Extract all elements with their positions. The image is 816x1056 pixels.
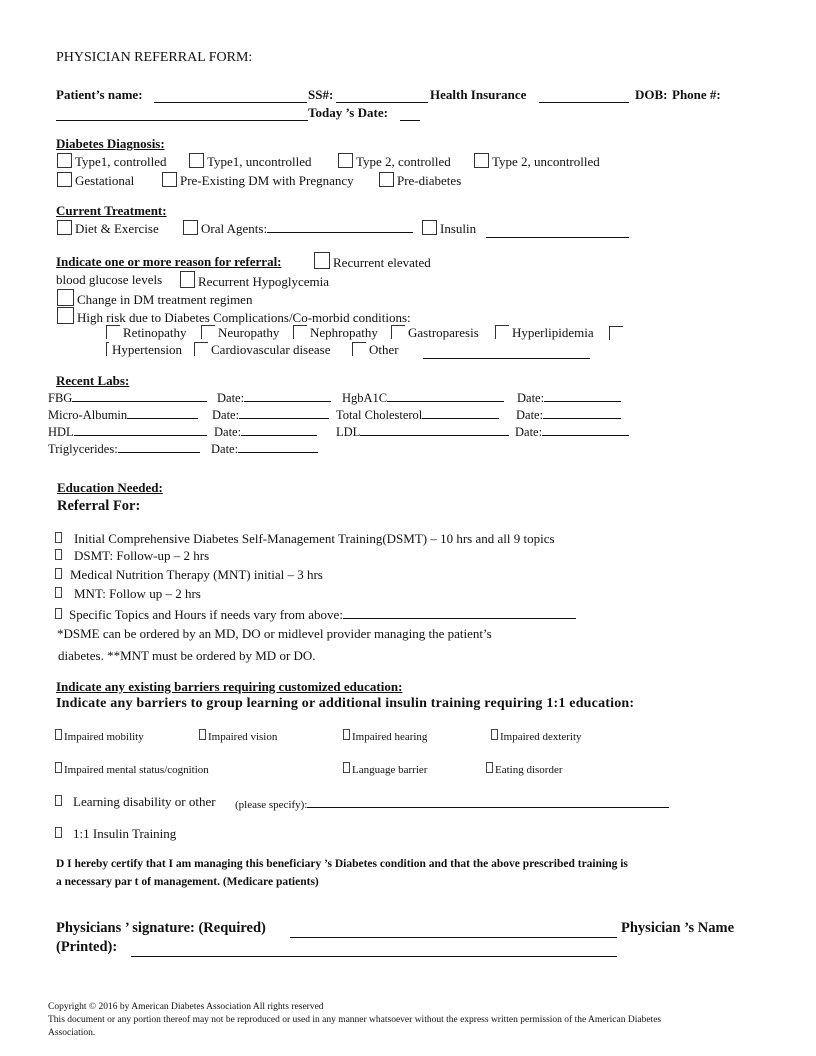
referral-for-heading: Referral For: — [57, 498, 141, 514]
lab-hba1c-date: Date: — [517, 390, 621, 406]
certify-line2: a necessary par t of management. (Medicare patients) — [56, 876, 319, 888]
checkbox-icon[interactable] — [55, 549, 62, 560]
specific-topics-field[interactable] — [343, 607, 576, 619]
checkbox-icon[interactable] — [189, 153, 204, 168]
edu-item-mnt-followup[interactable]: MNT: Follow up – 2 hrs — [55, 586, 201, 602]
checkbox-icon[interactable] — [314, 252, 330, 269]
diagnosis-heading: Diabetes Diagnosis: — [56, 136, 165, 151]
edu-item-dsmt-followup[interactable]: DSMT: Follow-up – 2 hrs — [55, 548, 209, 564]
checkbox-icon[interactable] — [495, 325, 509, 339]
barrier-language[interactable]: Language barrier — [343, 762, 427, 776]
checkbox-icon[interactable] — [180, 271, 195, 288]
checkbox-icon[interactable] — [57, 220, 72, 235]
reason-change-regimen[interactable]: Change in DM treatment regimen — [57, 289, 252, 308]
cond-nephropathy[interactable]: Nephropathy — [293, 325, 378, 341]
lab-hba1c-date-field[interactable] — [544, 390, 621, 402]
lab-trig-date-field[interactable] — [238, 441, 318, 453]
checkbox-icon[interactable] — [57, 307, 74, 324]
barriers-subheading: Indicate any barriers to group learning or additional insulin training requiring 1:1 education: — [56, 696, 635, 711]
checkbox-icon[interactable] — [55, 608, 62, 619]
edu-item-specific-topics[interactable]: Specific Topics and Hours if needs vary from above: — [55, 607, 576, 623]
printed-label: (Printed): — [56, 939, 118, 955]
footer-notice2: Association. — [48, 1028, 96, 1038]
lab-ldl-field[interactable] — [360, 424, 509, 436]
lab-trig: Triglycerides: — [48, 441, 200, 457]
ss-label: SS#: — [308, 87, 334, 102]
diag-type2-uncontrolled[interactable]: Type 2, uncontrolled — [474, 153, 600, 170]
checkbox-icon[interactable] — [609, 326, 623, 340]
oral-agents-field[interactable] — [267, 221, 413, 233]
todays-date-label: Today ’s Date: — [308, 105, 388, 120]
patient-name-line2[interactable] — [56, 108, 308, 126]
checkbox-icon[interactable] — [474, 153, 489, 168]
form-title: PHYSICIAN REFERRAL FORM: — [56, 50, 253, 65]
lab-ldl: LDL — [336, 424, 509, 440]
dob-label: DOB: — [635, 87, 668, 102]
lab-hdl-field[interactable] — [74, 424, 207, 436]
lab-fbg-field[interactable] — [72, 390, 207, 402]
checkbox-icon[interactable] — [55, 587, 62, 598]
insurance-field[interactable] — [539, 90, 629, 108]
lab-micro-date-field[interactable] — [239, 407, 329, 419]
lab-hba1c: HgbA1C — [342, 390, 504, 406]
checkbox-icon[interactable] — [422, 220, 437, 235]
lab-micro-date: Date: — [212, 407, 329, 423]
footer-notice: This document or any portion thereof may not be reproduced or used in any manner whatsoever without the express written permission of the American Diabetes — [48, 1015, 662, 1025]
labs-heading: Recent Labs: — [56, 373, 130, 388]
checkbox-icon[interactable] — [55, 827, 62, 838]
checkbox-icon[interactable] — [57, 172, 72, 187]
cond-other[interactable]: Other — [352, 342, 399, 358]
treatment-insulin[interactable]: Insulin — [422, 220, 476, 237]
cond-other-field[interactable] — [423, 346, 590, 364]
printed-name-field[interactable] — [131, 944, 617, 962]
lab-hba1c-field[interactable] — [387, 390, 504, 402]
checkbox-icon[interactable] — [55, 729, 62, 740]
education-heading: Education Needed: — [57, 480, 163, 495]
lab-hdl-date-field[interactable] — [241, 424, 317, 436]
checkbox-icon[interactable] — [162, 172, 177, 187]
treatment-heading: Current Treatment: — [56, 203, 167, 218]
lab-ldl-date: Date: — [515, 424, 629, 440]
lab-hdl: HDL — [48, 424, 207, 440]
lab-total-chol-field[interactable] — [422, 407, 499, 419]
signature-label: Physicians ’ signature: (Required) — [56, 920, 266, 936]
checkbox-icon[interactable] — [55, 795, 62, 806]
checkbox-icon[interactable] — [201, 325, 215, 339]
footer-copyright: Copyright © 2016 by American Diabetes Association All rights reserved — [48, 1002, 324, 1012]
cond-retinopathy[interactable]: Retinopathy — [106, 325, 187, 341]
dsme-note-line2: diabetes. **MNT must be ordered by MD or DO. — [58, 648, 316, 663]
please-specify-label: (please specify): — [235, 796, 669, 811]
insulin-field[interactable] — [486, 225, 629, 243]
lab-hdl-date: Date: — [214, 424, 317, 440]
checkbox-icon[interactable] — [293, 325, 307, 339]
insurance-label: Health Insurance — [430, 87, 527, 102]
cond-extra-checkbox[interactable] — [609, 325, 626, 343]
diag-preexisting[interactable]: Pre-Existing DM with Pregnancy — [162, 172, 354, 189]
cond-hyperlipidemia[interactable]: Hyperlipidemia — [495, 325, 594, 341]
physician-name-label: Physician ’s Name — [621, 920, 735, 936]
checkbox-icon[interactable] — [199, 729, 206, 740]
diag-type2-controlled[interactable]: Type 2, controlled — [338, 153, 451, 170]
checkbox-icon[interactable] — [486, 762, 493, 773]
checkbox-icon[interactable] — [343, 729, 350, 740]
certify-line1: D I hereby certify that I am managing this beneficiary ’s Diabetes condition and that the above prescribed training is — [56, 858, 628, 870]
checkbox-icon[interactable] — [57, 153, 72, 168]
lab-fbg-date-field[interactable] — [244, 390, 331, 402]
cond-cardiovascular[interactable]: Cardiovascular disease — [194, 342, 330, 358]
please-specify-field[interactable] — [307, 796, 669, 808]
reasons-heading: Indicate one or more reason for referral: — [56, 254, 282, 269]
checkbox-icon[interactable] — [343, 762, 350, 773]
diag-gestational[interactable]: Gestational — [57, 172, 134, 189]
cond-neuropathy[interactable]: Neuropathy — [201, 325, 279, 341]
lab-ldl-date-field[interactable] — [542, 424, 629, 436]
checkbox-icon[interactable] — [338, 153, 353, 168]
lab-total-chol: Total Cholesterol — [336, 407, 499, 423]
barrier-eating-disorder[interactable]: Eating disorder — [486, 762, 563, 776]
lab-fbg-date: Date: — [217, 390, 331, 406]
patient-name-field[interactable] — [154, 90, 307, 108]
checkbox-icon[interactable] — [106, 325, 120, 339]
reason-high-risk[interactable]: High risk due to Diabetes Complications/Co-morbid conditions: — [57, 307, 411, 326]
phone-label: Phone #: — [672, 87, 721, 102]
checkbox-icon[interactable] — [183, 220, 198, 235]
barrier-insulin-training[interactable]: 1:1 Insulin Training — [55, 826, 176, 842]
lab-micro: Micro-Albumin — [48, 407, 198, 423]
diag-type1-controlled[interactable]: Type1, controlled — [57, 153, 167, 170]
barriers-heading: Indicate any existing barriers requiring customized education: — [56, 679, 403, 694]
cond-gastroparesis[interactable]: Gastroparesis — [391, 325, 479, 341]
checkbox-icon[interactable] — [55, 532, 62, 543]
lab-trig-field[interactable] — [118, 441, 200, 453]
reason-blood-glucose-text: blood glucose levels — [56, 272, 163, 287]
dsme-note-line1: *DSME can be ordered by an MD, DO or midlevel provider managing the patient’s — [57, 626, 492, 641]
barrier-impaired-hearing[interactable]: Impaired hearing — [343, 729, 427, 743]
barrier-impaired-vision[interactable]: Impaired vision — [199, 729, 277, 743]
cond-hypertension[interactable]: Hypertension — [106, 342, 182, 358]
lab-total-chol-date-field[interactable] — [543, 407, 621, 419]
lab-total-chol-date: Date: — [516, 407, 621, 423]
reason-recurrent-elevated[interactable]: Recurrent elevated — [314, 252, 431, 271]
checkbox-icon[interactable] — [391, 325, 405, 339]
checkbox-icon[interactable] — [491, 729, 498, 740]
checkbox-icon[interactable] — [55, 762, 62, 773]
reason-hypoglycemia[interactable]: Recurrent Hypoglycemia — [180, 271, 329, 290]
checkbox-icon[interactable] — [379, 172, 394, 187]
checkbox-icon[interactable] — [55, 568, 62, 579]
todays-date-field[interactable] — [400, 108, 420, 126]
lab-trig-date: Date: — [211, 441, 318, 457]
diag-prediabetes[interactable]: Pre-diabetes — [379, 172, 461, 189]
checkbox-icon[interactable] — [57, 289, 74, 306]
lab-fbg: FBG — [48, 390, 207, 406]
diag-type1-uncontrolled[interactable]: Type1, uncontrolled — [189, 153, 312, 170]
patient-name-label: Patient’s name: — [56, 87, 143, 102]
barrier-impaired-dexterity[interactable]: Impaired dexterity — [491, 729, 582, 743]
barrier-learning-disability[interactable]: Learning disability or other — [55, 794, 216, 810]
checkbox-icon[interactable] — [194, 342, 208, 356]
checkbox-icon[interactable] — [352, 342, 366, 356]
lab-micro-field[interactable] — [127, 407, 198, 419]
checkbox-icon[interactable] — [106, 342, 109, 356]
barrier-impaired-mobility[interactable]: Impaired mobility — [55, 729, 144, 743]
signature-field[interactable] — [290, 925, 617, 943]
edu-item-initial-dsmt[interactable]: Initial Comprehensive Diabetes Self-Management Training(DSMT) – 10 hrs and all 9 topics — [55, 531, 555, 547]
treatment-oral[interactable]: Oral Agents: — [183, 220, 413, 237]
barrier-mental-status[interactable]: Impaired mental status/cognition — [55, 762, 209, 776]
treatment-diet[interactable]: Diet & Exercise — [57, 220, 159, 237]
edu-item-mnt-initial[interactable]: Medical Nutrition Therapy (MNT) initial – 3 hrs — [55, 567, 323, 583]
